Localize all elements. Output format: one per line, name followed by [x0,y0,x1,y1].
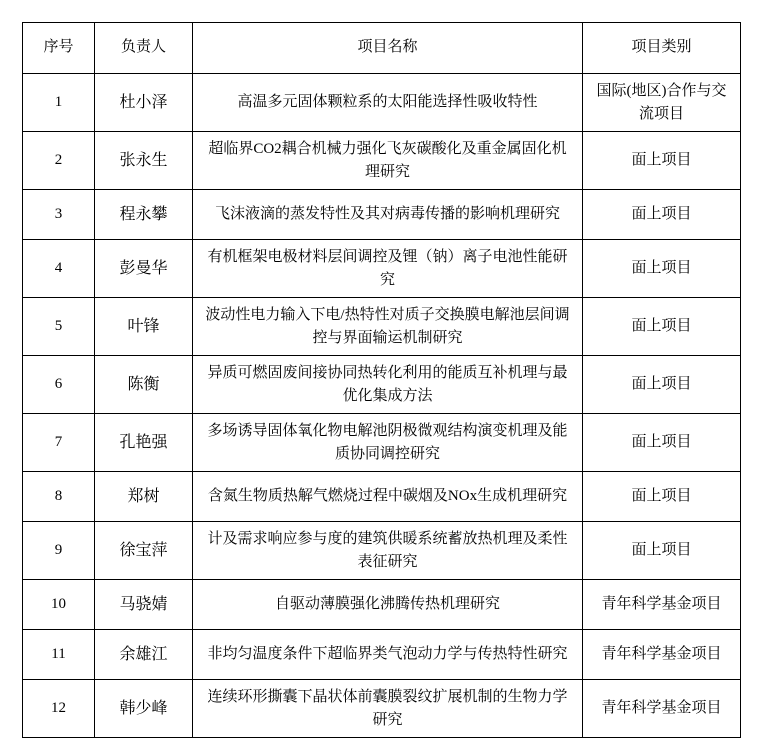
table-row [23,298,741,356]
cell-index: 10 [23,580,95,630]
table-row [23,414,741,472]
cell-project-category: 国际(地区)合作与交流项目 [583,74,741,132]
cell-project-name: 连续环形撕囊下晶状体前囊膜裂纹扩展机制的生物力学研究 [193,680,583,738]
cell-project-name: 含氮生物质热解气燃烧过程中碳烟及NOx生成机理研究 [193,472,583,522]
cell-project-name: 多场诱导固体氧化物电解池阴极微观结构演变机理及能质协同调控研究 [193,414,583,472]
cell-leader: 程永攀 [95,190,193,240]
table-row [23,472,741,522]
cell-leader: 马骁婧 [95,580,193,630]
cell-project-name: 高温多元固体颗粒系的太阳能选择性吸收特性 [193,74,583,132]
cell-index: 9 [23,522,95,580]
cell-index: 12 [23,680,95,738]
cell-leader: 彭曼华 [95,240,193,298]
cell-index: 6 [23,356,95,414]
table-row [23,630,741,680]
cell-leader: 叶锋 [95,298,193,356]
cell-leader: 郑树 [95,472,193,522]
cell-project-category: 青年科学基金项目 [583,680,741,738]
cell-index: 3 [23,190,95,240]
cell-project-category: 面上项目 [583,132,741,190]
cell-project-name: 自驱动薄膜强化沸腾传热机理研究 [193,580,583,630]
cell-project-category: 青年科学基金项目 [583,580,741,630]
table-row [23,132,741,190]
cell-index: 4 [23,240,95,298]
cell-leader: 韩少峰 [95,680,193,738]
table-header-row [23,23,741,74]
cell-project-name: 飞沫液滴的蒸发特性及其对病毒传播的影响机理研究 [193,190,583,240]
cell-project-name: 波动性电力输入下电/热特性对质子交换膜电解池层间调控与界面输运机制研究 [193,298,583,356]
column-header-project-category: 项目类别 [583,23,741,74]
table-body [23,74,741,738]
cell-index: 5 [23,298,95,356]
table-header [23,23,741,74]
cell-leader: 徐宝萍 [95,522,193,580]
cell-project-category: 面上项目 [583,356,741,414]
table-row [23,356,741,414]
column-header-index: 序号 [23,23,95,74]
cell-index: 2 [23,132,95,190]
cell-leader: 余雄江 [95,630,193,680]
cell-leader: 孔艳强 [95,414,193,472]
cell-project-category: 青年科学基金项目 [583,630,741,680]
cell-project-name: 超临界CO2耦合机械力强化飞灰碳酸化及重金属固化机理研究 [193,132,583,190]
table-row [23,240,741,298]
table-row [23,74,741,132]
cell-project-category: 面上项目 [583,298,741,356]
cell-project-name: 有机框架电极材料层间调控及锂（钠）离子电池性能研究 [193,240,583,298]
project-table [22,22,741,738]
table-row [23,680,741,738]
cell-project-category: 面上项目 [583,240,741,298]
cell-project-category: 面上项目 [583,414,741,472]
column-header-project-name: 项目名称 [193,23,583,74]
cell-index: 1 [23,74,95,132]
table-row [23,580,741,630]
cell-leader: 张永生 [95,132,193,190]
cell-project-category: 面上项目 [583,190,741,240]
cell-index: 8 [23,472,95,522]
cell-project-category: 面上项目 [583,472,741,522]
cell-index: 11 [23,630,95,680]
cell-project-name: 非均匀温度条件下超临界类气泡动力学与传热特性研究 [193,630,583,680]
cell-project-name: 异质可燃固废间接协同热转化利用的能质互补机理与最优化集成方法 [193,356,583,414]
cell-leader: 陈衡 [95,356,193,414]
cell-index: 7 [23,414,95,472]
cell-leader: 杜小泽 [95,74,193,132]
cell-project-category: 面上项目 [583,522,741,580]
table-row [23,522,741,580]
table-row [23,190,741,240]
cell-project-name: 计及需求响应参与度的建筑供暖系统蓄放热机理及柔性表征研究 [193,522,583,580]
column-header-leader: 负责人 [95,23,193,74]
